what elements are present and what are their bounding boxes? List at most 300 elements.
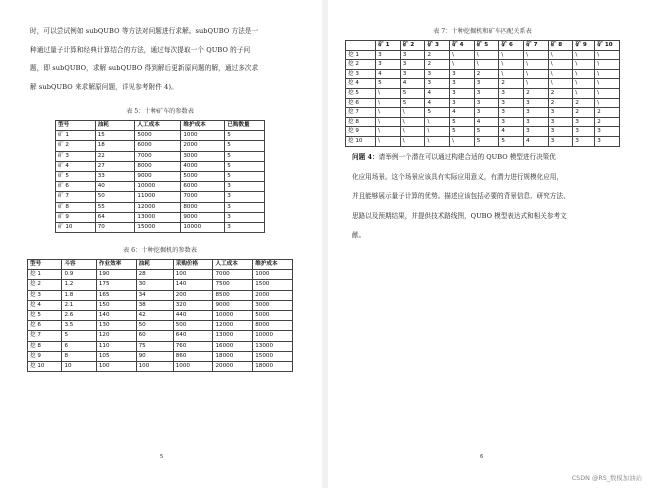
table-cell: 5	[474, 127, 499, 137]
table-cell: 16000	[213, 341, 253, 351]
table-cell: 4	[524, 136, 549, 146]
table-cell: 140	[173, 280, 213, 290]
table-cell: 2	[595, 117, 620, 127]
table-row	[28, 362, 293, 372]
table-cell: 440	[173, 311, 213, 321]
table-cell: \	[499, 50, 524, 60]
table-cell: 3	[400, 60, 425, 70]
table-cell: 15000	[135, 223, 181, 233]
table-cell: 3	[450, 69, 475, 79]
table-row	[346, 136, 620, 146]
table-cell: 500	[173, 321, 213, 331]
table-cell: 190	[96, 270, 136, 280]
table-cell: \	[524, 69, 549, 79]
table-cell: \	[400, 108, 425, 118]
table-cell: 5	[225, 141, 265, 151]
table-cell: 200	[173, 290, 213, 300]
table-cell: 140	[96, 311, 136, 321]
row-label: 挖 3	[346, 69, 376, 79]
column-header: 作业效率	[96, 260, 136, 270]
question-4	[352, 148, 624, 246]
table-cell: 100	[173, 270, 213, 280]
table-cell: 3	[595, 136, 620, 146]
row-label: 挖 7	[28, 331, 62, 341]
table-cell: 760	[173, 341, 213, 351]
table-cell: 6000	[181, 182, 225, 192]
table-cell: 3	[548, 127, 573, 137]
table-cell: 3	[499, 98, 524, 108]
row-label: 矿 8	[56, 202, 96, 212]
table-cell: 120	[96, 331, 136, 341]
table-cell: 3	[225, 202, 265, 212]
column-header: 矿 6	[499, 41, 524, 51]
table-cell: 165	[96, 290, 136, 300]
watermark: CSDN @RS_数模加油站	[571, 474, 642, 482]
row-label: 矿 5	[56, 172, 96, 182]
table-cell: 1000	[253, 270, 293, 280]
table-cell: \	[376, 98, 401, 108]
table-cell: 8000	[253, 321, 293, 331]
table-row	[56, 151, 265, 161]
table-cell: 4	[376, 69, 401, 79]
column-header: 矿 2	[400, 41, 425, 51]
row-label: 挖 4	[28, 300, 62, 310]
table-cell: 3	[548, 136, 573, 146]
row-label: 挖 7	[346, 108, 376, 118]
table-cell: 70	[95, 223, 135, 233]
column-header: 型号	[28, 260, 62, 270]
table-cell: 2	[425, 50, 450, 60]
table-cell: 110	[96, 341, 136, 351]
table-row	[346, 108, 620, 118]
table-cell: 10000	[181, 223, 225, 233]
table-row	[346, 98, 620, 108]
table-row	[28, 270, 293, 280]
table-cell: 3	[548, 117, 573, 127]
intro-paragraph	[30, 22, 295, 96]
row-label: 矿 3	[56, 151, 96, 161]
table-cell: 22	[95, 151, 135, 161]
table-cell: 320	[173, 300, 213, 310]
row-label: 挖 8	[28, 341, 62, 351]
question-lead: 问题 4：	[352, 153, 379, 161]
table-cell: 2	[474, 69, 499, 79]
table-cell: \	[595, 98, 620, 108]
table-cell: 7500	[213, 280, 253, 290]
table-cell: 10000	[253, 331, 293, 341]
column-header: 矿 5	[474, 41, 499, 51]
table-cell: 3.5	[62, 321, 96, 331]
table-cell: \	[499, 60, 524, 70]
row-label: 挖 5	[28, 311, 62, 321]
table-cell: \	[524, 50, 549, 60]
table-cell: 3000	[181, 151, 225, 161]
question-line: 化应用场景。这个场景应该具有实际应用意义，有潜力进行规模化应用，	[352, 172, 563, 181]
table-cell: 5	[225, 172, 265, 182]
table-row	[56, 223, 265, 233]
table-cell: 8000	[181, 202, 225, 212]
table-cell: 3	[474, 98, 499, 108]
table-row	[28, 321, 293, 331]
column-header: 人工成本	[135, 121, 181, 131]
table-cell: 3	[450, 79, 475, 89]
table-cell: \	[450, 136, 475, 146]
table-cell: 640	[173, 331, 213, 341]
table-cell: 5000	[135, 131, 181, 141]
table-row	[346, 50, 620, 60]
table-cell: 20000	[213, 362, 253, 372]
column-header: 矿 7	[524, 41, 549, 51]
question-line: 献。	[352, 231, 366, 240]
row-label: 挖 10	[346, 136, 376, 146]
table-cell: 13000	[213, 331, 253, 341]
table-cell: \	[595, 60, 620, 70]
table-cell: 3	[450, 98, 475, 108]
table-cell: 3	[573, 117, 595, 127]
table-cell: \	[450, 50, 475, 60]
table-cell: 5	[450, 127, 475, 137]
row-label: 挖 9	[28, 351, 62, 361]
table-row	[28, 280, 293, 290]
table-cell: 9000	[181, 212, 225, 222]
page-number-left: 5	[160, 454, 164, 460]
table-cell: \	[573, 50, 595, 60]
table-cell: 7000	[135, 151, 181, 161]
table-cell: 5000	[181, 172, 225, 182]
column-header: 型号	[56, 121, 96, 131]
table-cell: 5	[376, 79, 401, 89]
table-cell: \	[450, 60, 475, 70]
row-label: 矿 4	[56, 161, 96, 171]
table-cell: \	[376, 136, 401, 146]
table-cell: 3	[425, 69, 450, 79]
table-cell: 33	[95, 172, 135, 182]
column-header: 矿 8	[548, 41, 573, 51]
table-cell: 1000	[173, 362, 213, 372]
left-page	[0, 0, 322, 488]
table-cell: \	[595, 88, 620, 98]
table-cell: 2000	[181, 141, 225, 151]
table-cell: 5	[474, 136, 499, 146]
table-cell: 38	[136, 300, 173, 310]
table-cell: 5	[225, 151, 265, 161]
table-cell: \	[595, 79, 620, 89]
table-row	[56, 161, 265, 171]
table-cell: 3	[450, 88, 475, 98]
table-cell: 15	[95, 131, 135, 141]
table-cell: 3	[524, 98, 549, 108]
table-cell: 1.8	[62, 290, 96, 300]
table-header-row	[346, 41, 620, 51]
question-line: 思路以及预期结果，并提供技术路线图，QUBO 模型表达式和相关参考文	[352, 211, 567, 220]
row-label: 矿 10	[56, 223, 96, 233]
table-cell: 2	[548, 98, 573, 108]
table-cell: 3000	[253, 300, 293, 310]
table-cell: 3	[225, 212, 265, 222]
table-cell: 50	[136, 321, 173, 331]
intro-line: 种通过量子计算和经典计算结合的方法，通过每次提取一个 QUBO 的子问	[30, 45, 251, 54]
table-cell: \	[425, 117, 450, 127]
table-cell: 4	[425, 88, 450, 98]
table-cell: 10000	[213, 311, 253, 321]
table-cell: 4	[474, 117, 499, 127]
intro-line: 时，可以尝试例如 subQUBO 等方法对问题进行求解。subQUBO 方法是一	[30, 27, 259, 35]
table-cell: 13000	[253, 341, 293, 351]
table-cell: 5	[450, 117, 475, 127]
table7-matching	[345, 40, 620, 147]
table-cell: 5	[225, 131, 265, 141]
table-cell: 5	[62, 331, 96, 341]
row-label: 挖 10	[28, 362, 62, 372]
column-header	[346, 41, 376, 51]
row-label: 矿 7	[56, 192, 96, 202]
table-cell: 150	[96, 300, 136, 310]
column-header: 油耗	[95, 121, 135, 131]
table6-caption: 表 6：十种挖掘机的参数表	[123, 247, 197, 254]
table-cell: 90	[136, 351, 173, 361]
row-label: 挖 9	[346, 127, 376, 137]
page-number-right: 6	[480, 454, 484, 460]
table-cell: 3	[524, 108, 549, 118]
table-cell: 3	[474, 108, 499, 118]
table-cell: 2	[573, 108, 595, 118]
question-line	[352, 148, 624, 168]
table-cell: 2	[595, 108, 620, 118]
table-cell: 11000	[135, 192, 181, 202]
table-row	[28, 351, 293, 361]
table-cell: \	[548, 79, 573, 89]
table-cell: 28	[136, 270, 173, 280]
table-cell: \	[573, 60, 595, 70]
table-cell: 3	[573, 127, 595, 137]
table-cell: \	[595, 69, 620, 79]
table-cell: 2.1	[62, 300, 96, 310]
table-cell: 5	[225, 161, 265, 171]
table-cell: 5	[400, 98, 425, 108]
table-row	[346, 79, 620, 89]
table-cell: 3	[225, 192, 265, 202]
table-cell: 6	[62, 341, 96, 351]
table-cell: 3	[548, 108, 573, 118]
table7-caption: 表 7：十种挖掘机和矿车匹配关系表	[433, 28, 532, 35]
table-row	[56, 172, 265, 182]
table-cell: \	[595, 50, 620, 60]
table-cell: 2	[548, 88, 573, 98]
table-cell: 4	[400, 79, 425, 89]
intro-line: 解 subQUBO 来求解原问题，详见参考附件 4)。	[30, 82, 178, 91]
table-cell: 860	[173, 351, 213, 361]
table-cell: \	[376, 108, 401, 118]
column-header: 矿 1	[376, 41, 401, 51]
row-label: 挖 8	[346, 117, 376, 127]
table-row	[56, 131, 265, 141]
table-row	[28, 311, 293, 321]
table-cell: 9000	[213, 300, 253, 310]
table-cell: 130	[96, 321, 136, 331]
table-cell: 1.2	[62, 280, 96, 290]
table-cell: \	[573, 79, 595, 89]
table-cell: 3	[225, 223, 265, 233]
table-cell: 2	[573, 98, 595, 108]
table-row	[56, 212, 265, 222]
table-cell: 27	[95, 161, 135, 171]
table-cell: 3	[474, 79, 499, 89]
table5-caption: 表 5：十种矿车的参数表	[126, 108, 194, 115]
table-cell: 5	[499, 136, 524, 146]
table-cell: \	[548, 69, 573, 79]
column-header: 采购价格	[173, 260, 213, 270]
table-cell: 55	[95, 202, 135, 212]
row-label: 挖 5	[346, 88, 376, 98]
table-cell: 100	[136, 362, 173, 372]
table-cell: 42	[136, 311, 173, 321]
column-header: 已购数量	[225, 121, 265, 131]
table-cell: 3	[499, 117, 524, 127]
table-cell: 4	[425, 98, 450, 108]
table-cell: 12000	[213, 321, 253, 331]
table-row	[56, 141, 265, 151]
table-cell: \	[400, 127, 425, 137]
table-cell: \	[400, 117, 425, 127]
table-cell: 100	[96, 362, 136, 372]
table-row	[56, 192, 265, 202]
table-cell: 7000	[213, 270, 253, 280]
question-line: 并且能够展示量子计算的优势。描述应该包括必要的背景信息、研究方法、	[352, 192, 570, 201]
table5-miner-params	[55, 120, 265, 233]
table-cell: \	[573, 88, 595, 98]
row-label: 挖 1	[346, 50, 376, 60]
table-cell: 9000	[135, 172, 181, 182]
table-cell: 4	[450, 108, 475, 118]
row-label: 矿 6	[56, 182, 96, 192]
table-cell: \	[548, 60, 573, 70]
table-cell: 18000	[213, 351, 253, 361]
table-cell: 8500	[213, 290, 253, 300]
table-cell: 10	[62, 362, 96, 372]
table-cell: \	[376, 117, 401, 127]
table-row	[346, 117, 620, 127]
table-cell: \	[524, 79, 549, 89]
table-cell: 18000	[253, 362, 293, 372]
column-header: 维护成本	[181, 121, 225, 131]
table-cell: \	[376, 127, 401, 137]
table-cell: 3	[474, 88, 499, 98]
table-row	[346, 127, 620, 137]
table-cell: 34	[136, 290, 173, 300]
table-cell: 3	[499, 88, 524, 98]
table-cell: \	[425, 136, 450, 146]
table-cell: 3	[524, 117, 549, 127]
table-row	[56, 182, 265, 192]
table-cell: 5	[400, 88, 425, 98]
table-cell: 105	[96, 351, 136, 361]
table-cell: 13000	[135, 212, 181, 222]
table-cell: 6000	[135, 141, 181, 151]
table-cell: 2.6	[62, 311, 96, 321]
table-cell: \	[425, 127, 450, 137]
table-row	[28, 300, 293, 310]
intro-line: 题，即 subQUBO，求解 subQUBO 得到解后更新原问题的解，通过多次求	[30, 64, 259, 73]
table-header-row	[28, 260, 293, 270]
table-cell: 2000	[253, 290, 293, 300]
table-row	[346, 69, 620, 79]
table-cell: 3	[499, 108, 524, 118]
row-label: 挖 3	[28, 290, 62, 300]
row-label: 挖 6	[346, 98, 376, 108]
row-label: 挖 6	[28, 321, 62, 331]
table-cell: 8	[62, 351, 96, 361]
column-header: 人工成本	[213, 260, 253, 270]
table-cell: \	[400, 136, 425, 146]
column-header: 斗容	[62, 260, 96, 270]
column-header: 油耗	[136, 260, 173, 270]
table-row	[56, 202, 265, 212]
table-cell: 3	[425, 79, 450, 89]
table-cell: 3	[225, 182, 265, 192]
row-label: 挖 2	[346, 60, 376, 70]
table-cell: 3	[595, 127, 620, 137]
column-header: 矿 10	[595, 41, 620, 51]
table-cell: 1000	[181, 131, 225, 141]
table6-excavator-params	[27, 259, 293, 372]
table-cell: 4	[499, 127, 524, 137]
table-row	[28, 341, 293, 351]
table-cell: 75	[136, 341, 173, 351]
table-cell: 30	[136, 280, 173, 290]
table-cell: 3	[400, 69, 425, 79]
table-header-row	[56, 121, 265, 131]
table-cell: 8000	[135, 161, 181, 171]
column-header: 维护成本	[253, 260, 293, 270]
table-cell: 1500	[253, 280, 293, 290]
row-label: 挖 1	[28, 270, 62, 280]
table-cell: \	[499, 69, 524, 79]
table-cell: 5	[425, 108, 450, 118]
table-cell: 5000	[253, 311, 293, 321]
row-label: 矿 9	[56, 212, 96, 222]
table-cell: 3	[376, 50, 401, 60]
table-cell: 40	[95, 182, 135, 192]
row-label: 挖 2	[28, 280, 62, 290]
table-cell: \	[474, 60, 499, 70]
table-cell: \	[376, 88, 401, 98]
table-cell: 3	[376, 60, 401, 70]
row-label: 矿 1	[56, 131, 96, 141]
table-cell: 0.9	[62, 270, 96, 280]
table-cell: 2	[499, 79, 524, 89]
table-cell: \	[474, 50, 499, 60]
table-row	[346, 60, 620, 70]
table-cell: 50	[95, 192, 135, 202]
table-cell: 4000	[181, 161, 225, 171]
table-cell: 15000	[253, 351, 293, 361]
table-cell: 175	[96, 280, 136, 290]
table-cell: 2	[524, 88, 549, 98]
table-cell: \	[524, 60, 549, 70]
question-text: 请举例一个潜在可以通过构建合适的 QUBO 模型进行决策优	[378, 153, 556, 161]
column-header: 矿 3	[425, 41, 450, 51]
table-cell: 2	[425, 60, 450, 70]
table-row	[346, 88, 620, 98]
table-cell: \	[548, 50, 573, 60]
column-header: 矿 9	[573, 41, 595, 51]
table-cell: \	[573, 69, 595, 79]
table-cell: 18	[95, 141, 135, 151]
table-cell: 12000	[135, 202, 181, 212]
table-cell: 7000	[181, 192, 225, 202]
row-label: 矿 2	[56, 141, 96, 151]
row-label: 挖 4	[346, 79, 376, 89]
